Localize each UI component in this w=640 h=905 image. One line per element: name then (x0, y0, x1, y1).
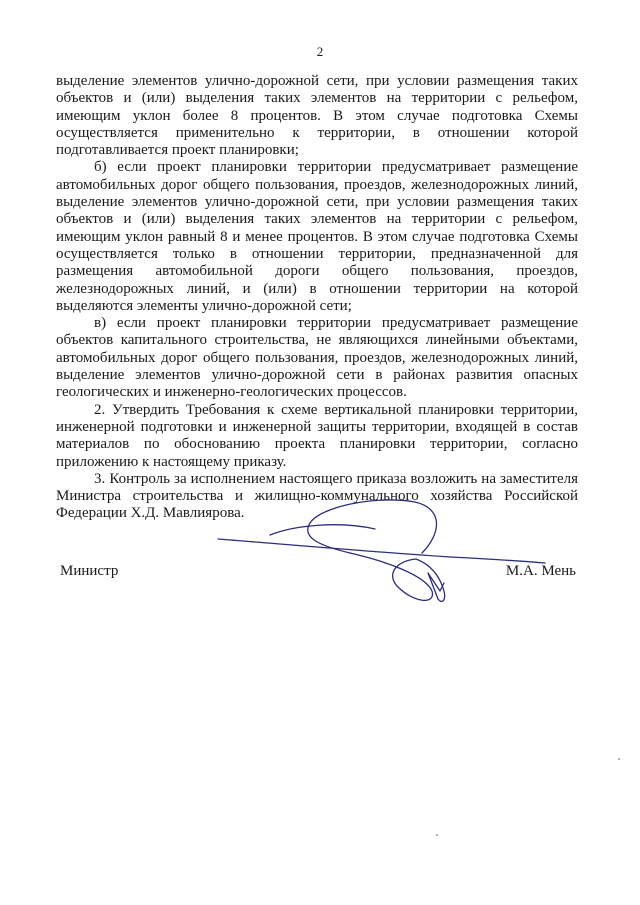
signer-position: Министр (60, 563, 119, 579)
paragraph-item-v: в) если проект планировки территории предусматривает размещение объектов капитального строительства, не являющихся линейными объектами, автомобильных дорог общего пользования, проездов, железнодорожных линий, выделение элементов улично-дорожной сети в районах развития опасных геологических и инженерно-геологических процессов. (56, 315, 578, 401)
paragraph-item-3: 3. Контроль за исполнением настоящего приказа возложить на заместителя Министра строительства и жилищно-коммунального хозяйства Российской Федерации Х.Д. Мавлиярова. (56, 470, 578, 522)
page-number: 2 (316, 44, 324, 59)
document-body (56, 73, 578, 523)
scan-speck (618, 758, 620, 760)
handwritten-signature (200, 495, 560, 625)
paragraph-item-2: 2. Утвердить Требования к схеме вертикальной планировки территории, инженерной подготовки и инженерной защиты территории, входящей в состав материалов по обоснованию проекта планировки территории, согласно приложению к настоящему приказу. (56, 401, 578, 470)
scan-speck (436, 834, 438, 836)
paragraph-continuation: выделение элементов улично-дорожной сети, при условии размещения таких объектов и (или) выделения таких элементов на территории с рельефом, имеющим уклон более 8 процентов. В этом случае подготовка Схемы осуществляется применительно к территории, в отношении которой подготавливается проект планировки; (56, 73, 578, 159)
signature-block (60, 563, 580, 583)
paragraph-item-b: б) если проект планировки территории предусматривает размещение автомобильных дорог общего пользования, проездов, железнодорожных линий, выделение элементов улично-дорожной сети, при условии размещения таких объектов и (или) выделения таких элементов на территории с рельефом, имеющим уклон равный 8 и менее процентов. В этом случае подготовка Схемы осуществляется только в отношении территории, предназначенной для размещения автомобильной дороги общего пользования, проездов, железнодорожных линий, и (или) в отношении территории на которой выделяются элементы улично-дорожной сети; (56, 159, 578, 314)
signer-name: М.А. Мень (505, 563, 576, 579)
